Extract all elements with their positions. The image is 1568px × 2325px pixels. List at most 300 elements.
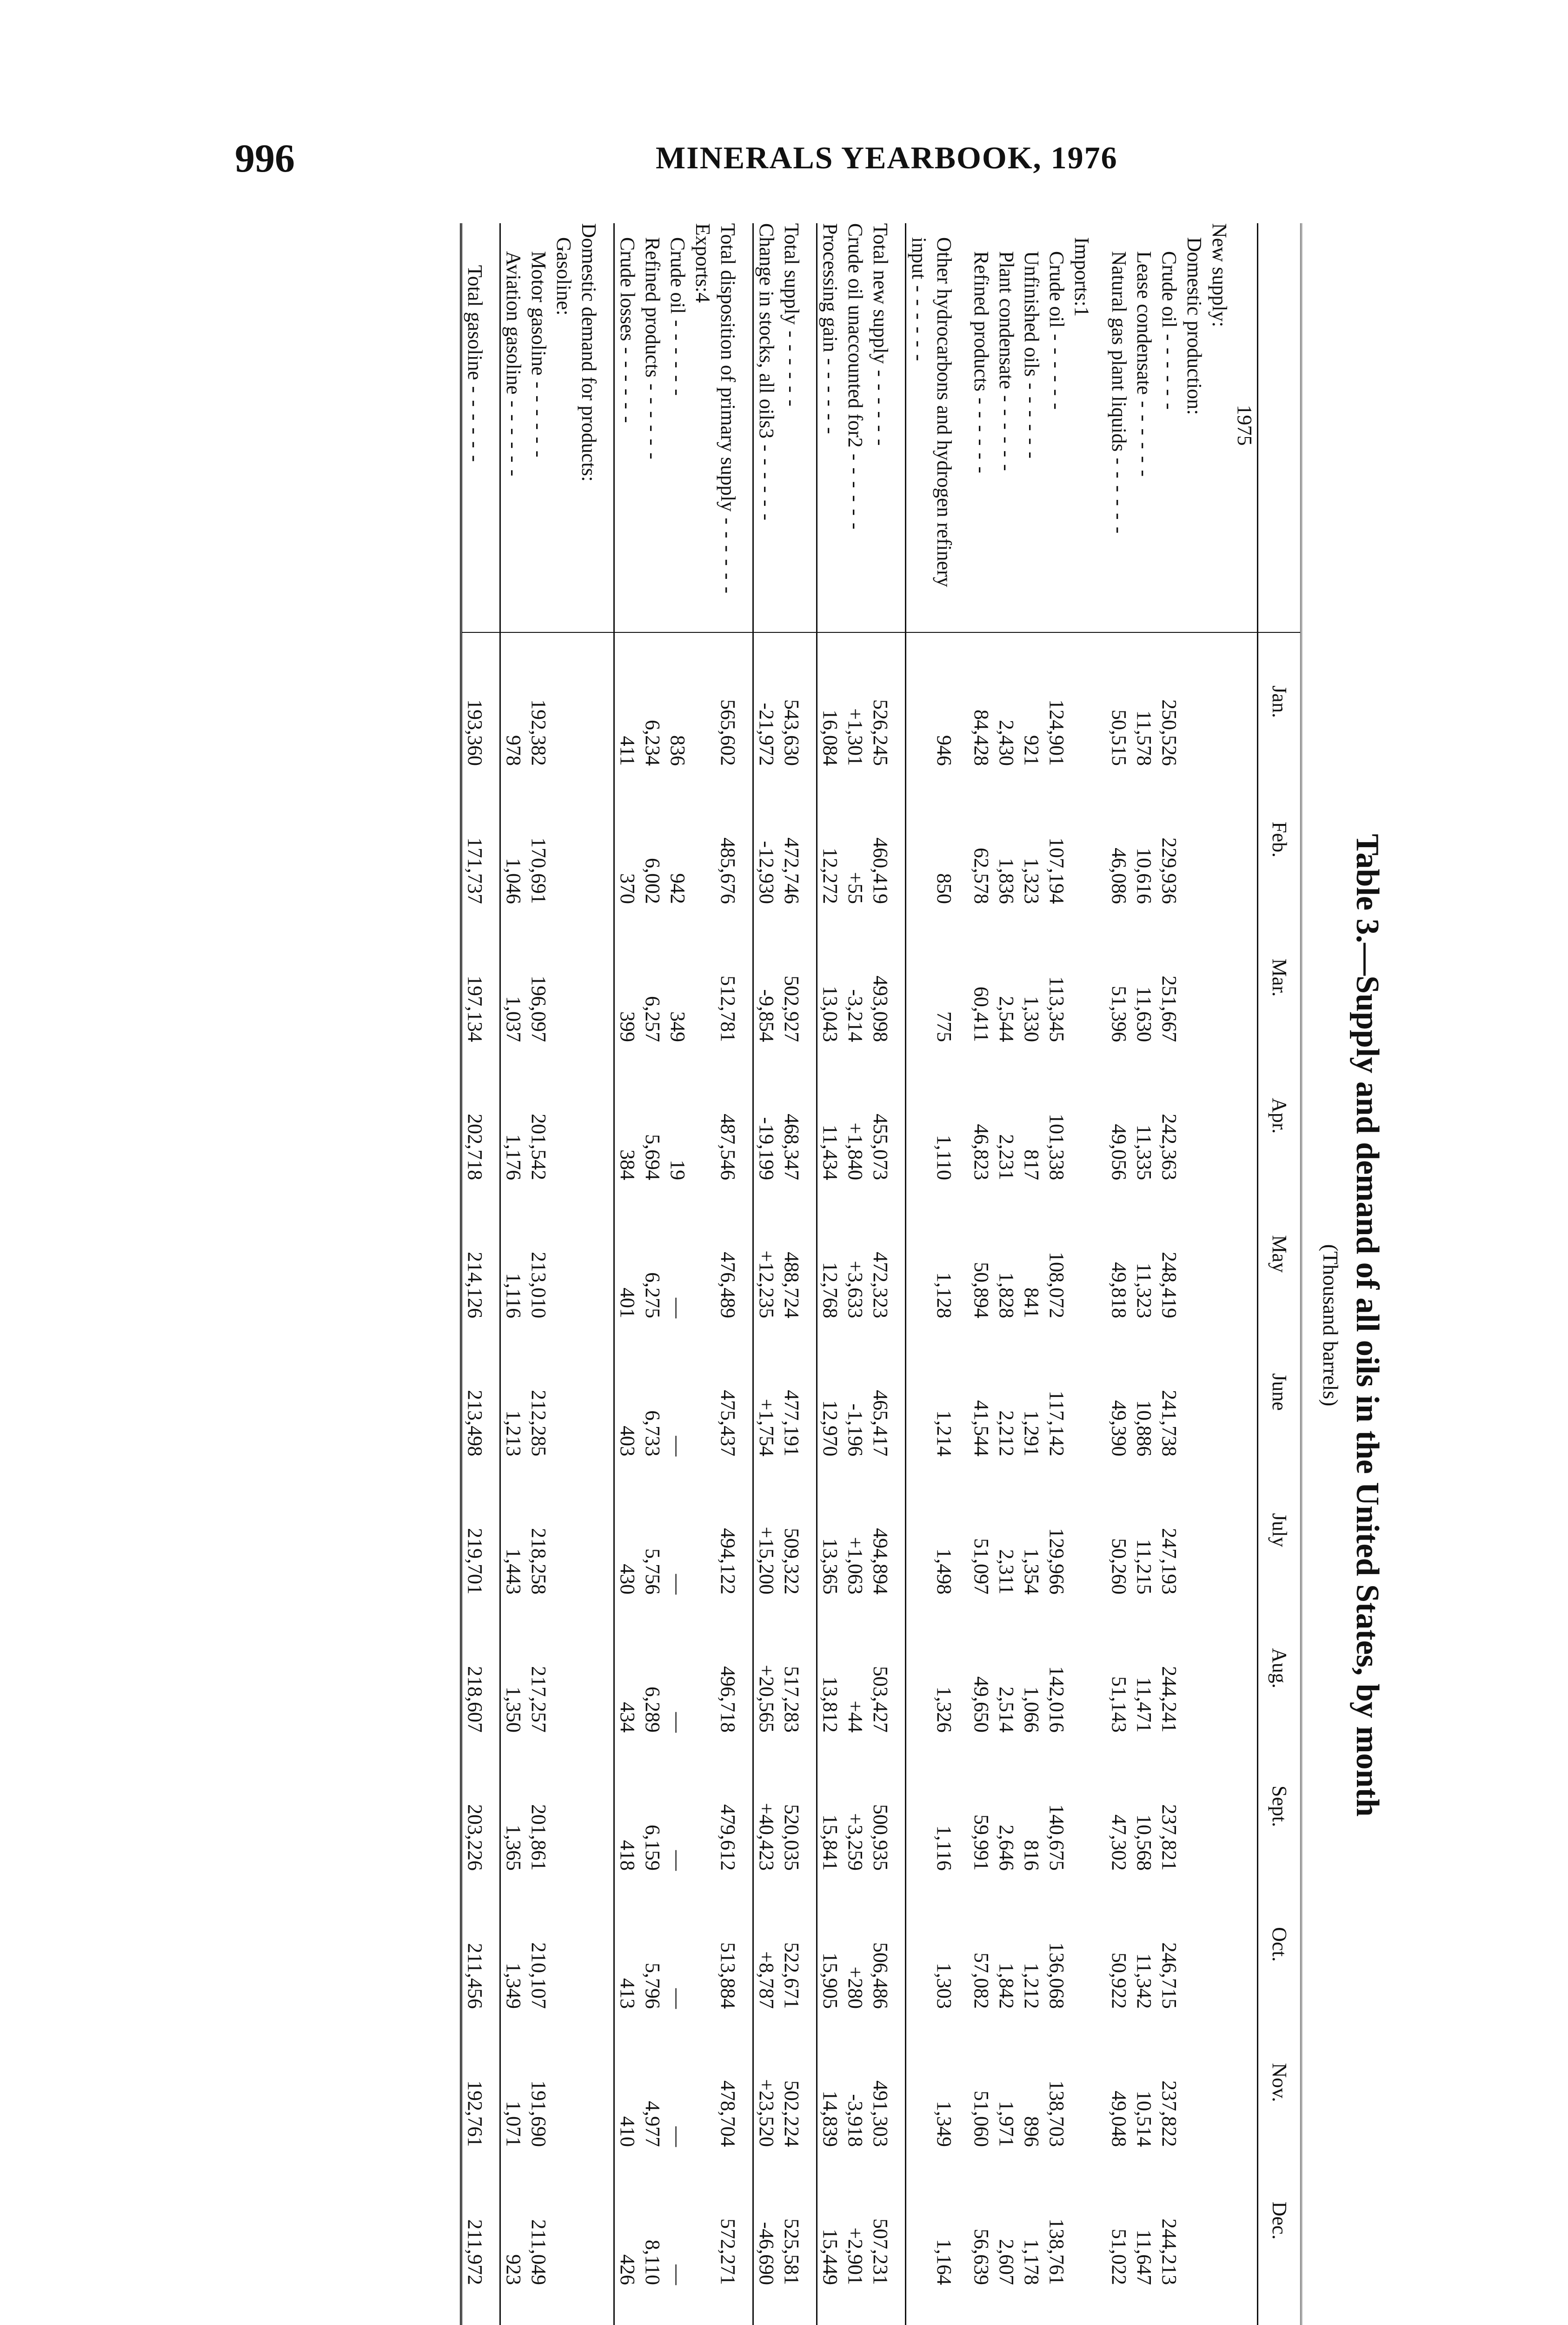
value-cell: 472,323 [869,1252,892,1318]
spacer-cell [804,1875,817,2013]
value-cell: 191,690 [527,2080,550,2147]
value-cell: 543,630 [780,699,803,766]
value-cell: 101,338 [1045,1114,1068,1180]
value-cell: 50,515 [1108,710,1130,766]
spacer-cell [740,1461,753,1599]
value-cell [690,1185,715,1323]
value-cell [1207,1461,1232,1599]
spacer-cell [893,2013,906,2152]
spacer-cell [893,1461,906,1599]
row-label: Crude oil unaccounted for2 - - - [843,223,868,632]
value-cell [1069,909,1094,1047]
value-cell [576,1461,601,1599]
empty-cell [1232,1185,1258,1323]
empty-cell [1232,1875,1258,2013]
value-cell [526,2290,551,2325]
value-cell: 1,176 [500,1047,526,1185]
value-cell: 51,396 [1108,986,1130,1042]
value-cell: 384 [614,1047,640,1185]
value-cell: 434 [614,1599,640,1737]
value-cell: — [666,1988,689,2009]
value-cell: 8,110 [641,2239,664,2285]
row-label: Crude losses - - - [614,223,640,632]
value-cell: -3,214 [844,989,867,1042]
row-label: Other hydrocarbons and hydrogen refinery input - - - [906,223,957,632]
value-cell: 775 [906,909,957,1047]
value-cell: 494,894 [869,1528,892,1594]
column-header: Jan. [1258,632,1302,771]
value-cell: 2,311 [995,1549,1018,1594]
value-cell: 460,419 [869,837,892,904]
table-row [1019,223,1044,2325]
value-cell [1182,1047,1207,1185]
value-cell: 129,966 [1045,1528,1068,1594]
spacer-cell [487,223,500,632]
spacer-cell [601,1461,614,1599]
value-cell: 13,812 [817,1599,843,1737]
empty-cell [1232,632,1258,771]
value-cell: 522,671 [780,1942,803,2009]
year-row [1232,223,1258,2325]
value-cell [1069,2013,1094,2152]
value-cell: 196,097 [527,976,550,1042]
value-cell: +23,520 [753,2013,779,2152]
value-cell [1182,2152,1207,2290]
table-row [500,223,526,2325]
spacer-cell [601,909,614,1047]
value-cell: 247,193 [1158,1528,1181,1594]
value-cell [1156,2290,1182,2325]
spacer-cell [487,1875,500,2013]
value-cell [690,771,715,909]
empty-cell [1232,771,1258,909]
value-cell [1182,909,1207,1047]
table-row [576,223,601,2325]
value-cell [690,1047,715,1185]
value-cell: 51,143 [1108,1676,1130,1733]
spacer-cell [601,1047,614,1185]
value-cell: 1,291 [1020,1410,1043,1456]
value-cell [1207,1737,1232,1875]
value-cell: 472,746 [780,837,803,904]
spacer-cell [893,1599,906,1737]
value-cell: 12,970 [817,1323,843,1461]
spacer-cell [740,771,753,909]
spacer-cell [957,2152,969,2290]
value-cell: 1,116 [500,1185,526,1323]
table-row [753,223,779,2325]
value-cell [576,1875,601,2013]
empty-cell [1232,1737,1258,1875]
table-row [906,223,957,2325]
value-cell [690,909,715,1047]
value-cell [715,2290,740,2325]
value-cell: 476,489 [717,1252,739,1318]
value-cell: 401 [614,1185,640,1323]
column-header: Dec. [1258,2152,1302,2290]
value-cell: 244,213 [1158,2219,1181,2285]
value-cell: 942 [666,873,689,904]
row-label: Total gasoline - - - [461,223,488,632]
spacer-cell [957,1461,969,1599]
value-cell: 202,718 [461,1047,488,1185]
spacer-cell [601,2290,614,2325]
row-label: Crude oil - - - [665,223,690,632]
spacer-cell [804,223,817,632]
spacer-cell [487,1461,500,1599]
value-cell: 1,326 [906,1599,957,1737]
value-cell [690,1737,715,1875]
value-cell [614,2290,640,2325]
value-cell: 526,245 [869,699,892,766]
value-cell: 11,342 [1133,1953,1156,2009]
value-cell: 218,607 [461,1599,488,1737]
value-cell: — [666,2126,689,2147]
spacer-cell [804,771,817,909]
value-cell: 430 [614,1461,640,1599]
value-cell: +12,235 [753,1185,779,1323]
column-header [1258,2290,1302,2325]
value-cell [1207,771,1232,909]
value-cell: — [666,1850,689,1871]
table-row [461,223,488,2325]
empty-cell [1232,1599,1258,1737]
value-cell: 211,049 [527,2219,550,2285]
table-row [1207,223,1232,2325]
value-cell [551,1185,576,1323]
value-cell: 13,043 [817,909,843,1047]
value-cell [1207,2013,1232,2152]
spacer-cell [1094,2290,1106,2325]
value-cell: 244,241 [1158,1666,1181,1733]
value-cell: 1,443 [500,1461,526,1599]
value-cell [576,1047,601,1185]
running-head: MINERALS YEARBOOK, 1976 [656,140,1118,175]
value-cell: 15,841 [817,1737,843,1875]
value-cell: 49,650 [970,1676,993,1733]
value-cell: 51,060 [970,2091,993,2147]
value-cell: 491,303 [869,2080,892,2147]
value-cell: 50,260 [1108,1538,1130,1594]
value-cell [576,2290,601,2325]
row-label: Motor gasoline - - - [526,223,551,632]
value-cell: +20,565 [753,1599,779,1737]
row-label: Total supply - - - [779,223,804,632]
value-cell: 15,449 [817,2152,843,2290]
value-cell: 192,761 [461,2013,488,2152]
value-cell: +3,259 [844,1813,867,1871]
table-row [1044,223,1069,2325]
value-cell: 506,486 [869,1942,892,2009]
value-cell: 413 [614,1875,640,2013]
spacer-cell [740,2152,753,2290]
value-cell: 10,568 [1133,1814,1156,1871]
value-cell: 140,675 [1045,1804,1068,1871]
value-cell: 237,821 [1158,1804,1181,1871]
value-cell: +1,754 [753,1323,779,1461]
value-cell [1044,2290,1069,2325]
value-cell: 923 [500,2152,526,2290]
value-cell [551,1875,576,2013]
value-cell: 509,322 [780,1528,803,1594]
value-cell: 12,272 [817,771,843,909]
value-cell: 246,715 [1158,1942,1181,2009]
value-cell [690,2013,715,2152]
value-cell: 10,616 [1133,848,1156,904]
spacer-cell [804,1323,817,1461]
spacer-cell [957,909,969,1047]
value-cell: 11,471 [1133,1677,1156,1733]
row-label: Aviation gasoline - - - [500,223,526,632]
spacer-cell [601,1185,614,1323]
row-label: Total disposition of primary supply - - - [715,223,740,632]
value-cell [551,771,576,909]
spacer-cell [487,771,500,909]
value-cell: 410 [614,2013,640,2152]
value-cell: 211,972 [461,2152,488,2290]
empty-cell [1232,2013,1258,2152]
row-label: Natural gas plant liquids - - - [1106,223,1131,632]
value-cell: 13,365 [817,1461,843,1599]
value-cell: 51,097 [970,1538,993,1594]
value-cell [1207,1047,1232,1185]
row-label: Crude oil - - - [1156,223,1182,632]
value-cell: 2,231 [995,1134,1018,1180]
value-cell: 11,323 [1133,1262,1156,1318]
table-row [526,223,551,2325]
row-label: Crude oil - - - [1044,223,1069,632]
table-row [614,223,640,2325]
value-cell: 475,437 [717,1390,739,1456]
value-cell: 117,142 [1045,1390,1068,1456]
value-cell: 16,084 [817,632,843,771]
value-cell: 2,514 [995,1687,1018,1733]
value-cell: 108,072 [1045,1252,1068,1318]
spacer-cell [804,1599,817,1737]
value-cell [1207,909,1232,1047]
column-header: Sept. [1258,1737,1302,1875]
spacer-cell [740,1047,753,1185]
value-cell: 11,215 [1133,1539,1156,1594]
spacer-cell [893,2290,906,2325]
value-cell: 11,578 [1133,710,1156,766]
value-cell: 5,756 [641,1548,664,1594]
value-cell: 850 [906,771,957,909]
value-cell: 1,213 [500,1323,526,1461]
spacer-cell [893,771,906,909]
spacer-cell [740,223,753,632]
table-unit: (Thousand barrels) [1319,1244,1342,1407]
row-label: Processing gain - - - [817,223,843,632]
value-cell: 946 [906,632,957,771]
spacer-cell [804,1461,817,1599]
value-cell [551,1323,576,1461]
value-cell [1131,2290,1156,2325]
table-row [994,223,1019,2325]
value-cell: -12,930 [753,771,779,909]
value-cell: 4,977 [641,2101,664,2147]
spacer-cell [957,223,969,632]
value-cell: 84,428 [970,710,993,766]
value-cell [551,909,576,1047]
value-cell: 485,676 [717,837,739,904]
value-cell: 513,884 [717,1942,739,2009]
value-cell [1106,2290,1131,2325]
spacer-cell [1094,1323,1106,1461]
table-row [715,223,740,2325]
spacer-cell [957,1047,969,1185]
value-cell: 493,098 [869,976,892,1042]
value-cell [1182,2013,1207,2152]
value-cell [551,1599,576,1737]
stub-header [1258,223,1302,632]
spacer-row [487,223,500,2325]
spacer-cell [740,1323,753,1461]
spacer-cell [1094,2152,1106,2290]
value-cell: 1,323 [1020,858,1043,904]
value-cell [576,2013,601,2152]
value-cell: 2,430 [995,720,1018,766]
spacer-cell [1094,1875,1106,2013]
value-cell: 6,234 [641,720,664,766]
spacer-cell [487,1047,500,1185]
value-cell [817,2290,843,2325]
value-cell: 6,289 [641,1687,664,1733]
value-cell: — [666,1298,689,1318]
value-cell: 478,704 [717,2080,739,2147]
value-cell: 1,066 [1020,1687,1043,1733]
value-cell: +44 [844,1701,867,1733]
spacer-row [601,223,614,2325]
value-cell [690,1461,715,1599]
row-label: Domestic demand for products: [576,223,601,632]
value-cell: +1,301 [844,708,867,766]
value-cell: -9,854 [753,909,779,1047]
value-cell: 503,427 [869,1666,892,1733]
value-cell: 203,226 [461,1737,488,1875]
spacer-cell [957,1875,969,2013]
spacer-cell [893,1323,906,1461]
value-cell [1182,1599,1207,1737]
value-cell: 113,345 [1045,976,1068,1042]
row-label: Total new supply - - - [868,223,893,632]
spacer-cell [893,223,906,632]
value-cell: 15,905 [817,1875,843,2013]
value-cell [994,2290,1019,2325]
spacer-cell [893,1185,906,1323]
value-cell: 507,231 [869,2219,892,2285]
value-cell: 11,335 [1133,1124,1156,1180]
spacer-row [1094,223,1106,2325]
value-cell [500,2290,526,2325]
table-header-row [1258,223,1302,2325]
value-cell: 14,839 [817,2013,843,2152]
value-cell: 1,498 [906,1461,957,1599]
spacer-cell [601,1875,614,2013]
table-row [1182,223,1207,2325]
value-cell: 479,612 [717,1804,739,1871]
value-cell [1069,771,1094,909]
value-cell: 349 [666,1011,689,1042]
value-cell [1069,1185,1094,1323]
value-cell: 1,110 [906,1047,957,1185]
value-cell: 841 [1020,1288,1043,1318]
value-cell: 56,639 [970,2229,993,2285]
spacer-cell [957,1185,969,1323]
value-cell: 46,823 [970,1124,993,1180]
value-cell: 487,546 [717,1114,739,1180]
spacer-cell [1094,1599,1106,1737]
value-cell: 836 [666,735,689,766]
value-cell: 399 [614,909,640,1047]
value-cell [640,2290,665,2325]
table-row [1156,223,1182,2325]
value-cell [1069,2290,1094,2325]
value-cell [1069,1737,1094,1875]
value-cell: 1,354 [1020,1548,1043,1594]
value-cell: 192,382 [527,699,550,766]
value-cell: 817 [1020,1149,1043,1180]
value-cell: 5,796 [641,1963,664,2009]
value-cell [461,2290,488,2325]
value-cell: -19,199 [753,1047,779,1185]
value-cell: 488,724 [780,1252,803,1318]
value-cell [969,2290,994,2325]
value-cell: 241,738 [1158,1390,1181,1456]
table-row [640,223,665,2325]
value-cell: -3,918 [844,2094,867,2147]
value-cell: 136,068 [1045,1942,1068,2009]
row-label: Refined products - - - [640,223,665,632]
value-cell: 1,178 [1020,2239,1043,2285]
value-cell: 251,667 [1158,976,1181,1042]
value-cell: 210,107 [527,1942,550,2009]
value-cell [576,2152,601,2290]
spacer-cell [487,2290,500,2325]
value-cell: 6,275 [641,1272,664,1318]
value-cell [576,632,601,771]
empty-cell [1232,1461,1258,1599]
value-cell: 62,578 [970,848,993,904]
value-cell: 124,901 [1045,699,1068,766]
value-cell: 468,347 [780,1114,803,1180]
column-header: Apr. [1258,1047,1302,1185]
column-header: Mar. [1258,909,1302,1047]
value-cell [1069,1047,1094,1185]
value-cell: 2,212 [995,1410,1018,1456]
row-label: Refined products - - - [969,223,994,632]
value-cell: 500,935 [869,1804,892,1871]
value-cell [1069,1461,1094,1599]
spacer-cell [1094,1461,1106,1599]
spacer-cell [487,632,500,771]
value-cell: 2,544 [995,996,1018,1042]
row-label: Unfinished oils - - - [1019,223,1044,632]
value-cell: +40,423 [753,1737,779,1875]
value-cell: — [666,1712,689,1733]
empty-cell [1232,2290,1258,2325]
spacer-cell [1094,909,1106,1047]
column-header: Oct. [1258,1875,1302,2013]
spacer-cell [740,1599,753,1737]
value-cell: 1,842 [995,1963,1018,2009]
value-cell: +8,787 [753,1875,779,2013]
value-cell: — [666,1574,689,1594]
value-cell: +2,901 [844,2227,867,2285]
value-cell [690,632,715,771]
value-cell: 2,607 [995,2239,1018,2285]
empty-cell [1232,1323,1258,1461]
